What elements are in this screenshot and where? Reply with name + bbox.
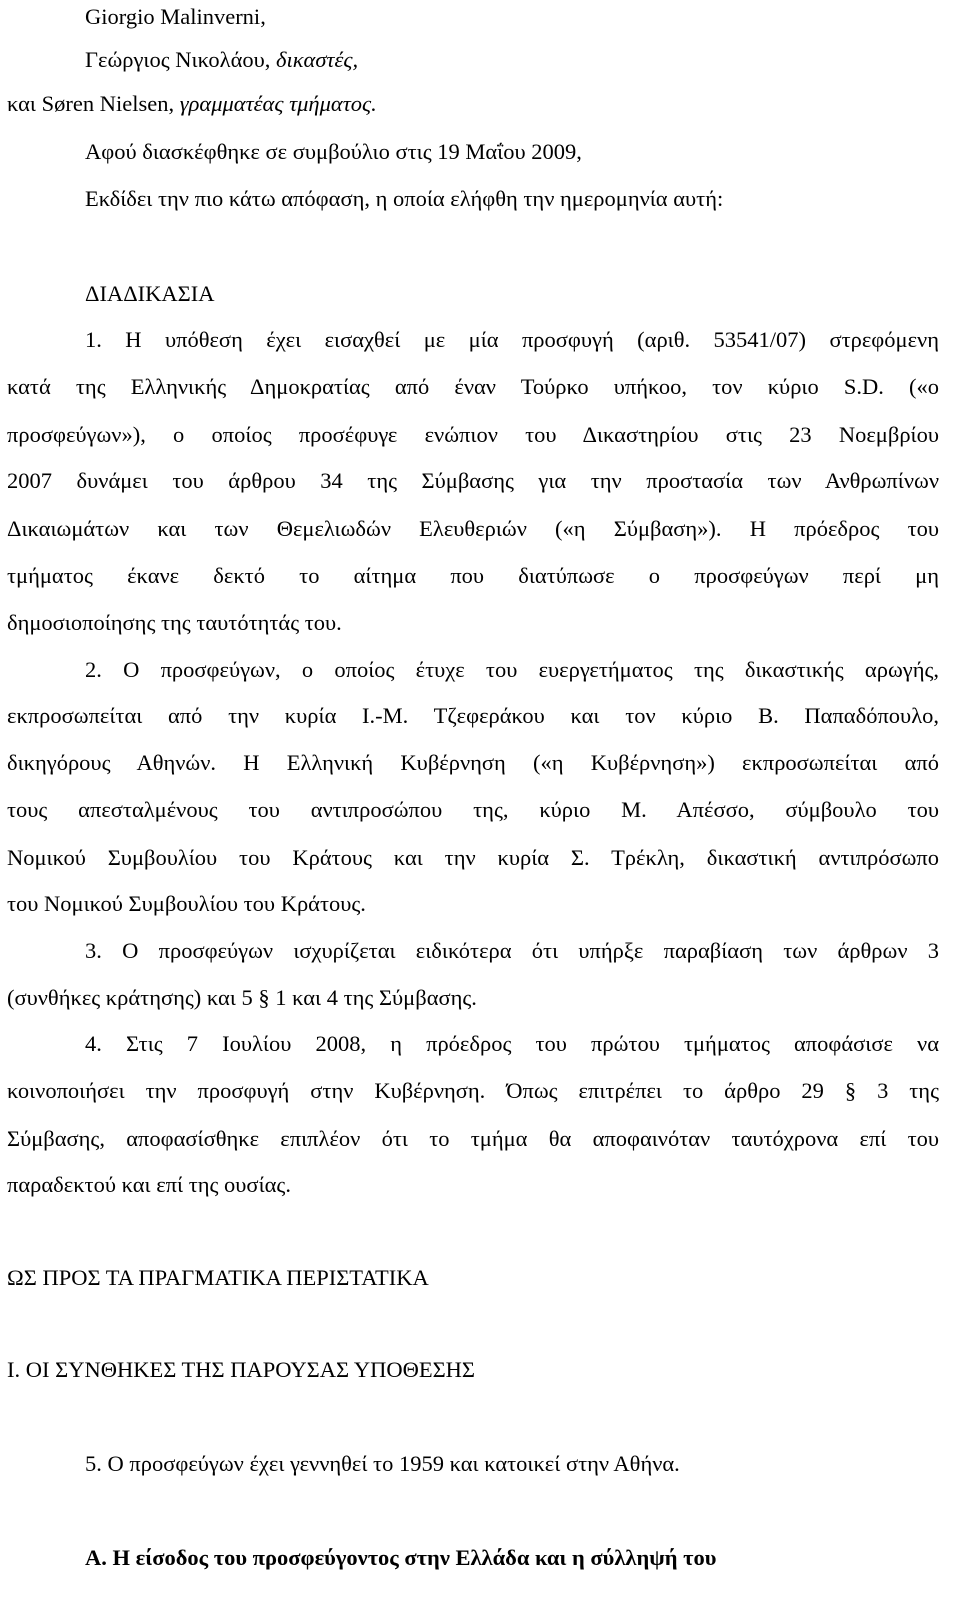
paragraph-4-line: Σύμβασης, αποφασίσθηκε επιπλέον ότι το τμήμα θα αποφαινόταν ταυτόχρονα επί του (7, 1126, 939, 1151)
paragraph-3-line: (συνθήκες κράτησης) και 5 § 1 και 4 της Σύμβασης. (7, 985, 477, 1010)
paragraph-2-line: εκπροσωπείται από την κυρία Ι.-Μ. Τζεφεράκου και τον κύριο Β. Παπαδόπουλο, (7, 703, 939, 728)
paragraph-2-line: τους απεσταλμένους του αντιπροσώπου της, κύριο Μ. Απέσσο, σύμβουλο του (7, 797, 939, 822)
judge-role: δικαστές, (276, 47, 359, 72)
registrar-name: και Søren Nielsen, (7, 91, 175, 116)
judge-name-line: Giorgio Malinverni, (85, 4, 266, 29)
deliberation-line: Αφού διασκέφθηκε σε συμβούλιο στις 19 Μαΐου 2009, (85, 139, 582, 164)
paragraph-4-line: 4. Στις 7 Ιουλίου 2008, η πρόεδρος του πρώτου τμήματος αποφάσισε να (85, 1031, 939, 1056)
paragraph-4-line: παραδεκτού και επί της ουσίας. (7, 1172, 291, 1197)
registrar-role: γραμματέας τμήματος. (179, 91, 377, 116)
subsection-heading-circumstances: Ι. ΟΙ ΣΥΝΘΗΚΕΣ ΤΗΣ ΠΑΡΟΥΣΑΣ ΥΠΟΘΕΣΗΣ (7, 1357, 476, 1382)
paragraph-2-line: δικηγόρους Αθηνών. Η Ελληνική Κυβέρνηση («η Κυβέρνηση») εκπροσωπείται από (7, 750, 939, 775)
section-heading-procedure: ΔΙΑΔΙΚΑΣΙΑ (85, 281, 215, 306)
registrar-line (7, 91, 377, 117)
paragraph-1-line: τμήματος έκανε δεκτό το αίτημα που διατύπωσε ο προσφεύγων περί μη (7, 563, 939, 588)
paragraph-5: 5. Ο προσφεύγων έχει γεννηθεί το 1959 και κατοικεί στην Αθήνα. (85, 1451, 680, 1476)
paragraph-1-line: Δικαιωμάτων και των Θεμελιωδών Ελευθεριών («η Σύμβαση»). Η πρόεδρος του (7, 516, 939, 541)
judge-name: Γεώργιος Νικολάου, (85, 47, 271, 72)
paragraph-3-line: 3. Ο προσφεύγων ισχυρίζεται ειδικότερα ότι υπήρξε παραβίαση των άρθρων 3 (85, 938, 939, 963)
paragraph-1-line: 2007 δυνάμει του άρθρου 34 της Σύμβασης για την προστασία των Ανθρωπίνων (7, 468, 939, 493)
paragraph-1-line: προσφεύγων»), ο οποίος προσέφυγε ενώπιον του Δικαστηρίου στις 23 Νοεμβρίου (7, 422, 939, 447)
paragraph-1-line: 1. Η υπόθεση έχει εισαχθεί με μία προσφυγή (αριθ. 53541/07) στρεφόμενη (85, 327, 939, 352)
paragraph-2-line: Νομικού Συμβουλίου του Κράτους και την κυρία Σ. Τρέκλη, δικαστική αντιπρόσωπο (7, 845, 939, 870)
paragraph-1-line: δημοσιοποίησης της ταυτότητάς του. (7, 610, 342, 635)
paragraph-2-line: 2. Ο προσφεύγων, ο οποίος έτυχε του ευεργετήματος της δικαστικής αρωγής, (85, 657, 939, 682)
paragraph-4-line: κοινοποιήσει την προσφυγή στην Κυβέρνηση. Όπως επιτρέπει το άρθρο 29 § 3 της (7, 1078, 939, 1103)
section-heading-a: A. Η είσοδος του προσφεύγοντος στην Ελλάδα και η σύλληψή του (85, 1545, 717, 1570)
judge-name-line (85, 47, 358, 73)
section-heading-facts: ΩΣ ΠΡΟΣ ΤΑ ΠΡΑΓΜΑΤΙΚΑ ΠΕΡΙΣΤΑΤΙΚΑ (7, 1265, 429, 1290)
paragraph-2-line: του Νομικού Συμβουλίου του Κράτους. (7, 891, 366, 916)
paragraph-1-line: κατά της Ελληνικής Δημοκρατίας από έναν Τούρκο υπήκοο, τον κύριο S.D. («ο (7, 374, 939, 399)
delivery-line: Εκδίδει την πιο κάτω απόφαση, η οποία ελήφθη την ημερομηνία αυτή: (85, 186, 724, 211)
